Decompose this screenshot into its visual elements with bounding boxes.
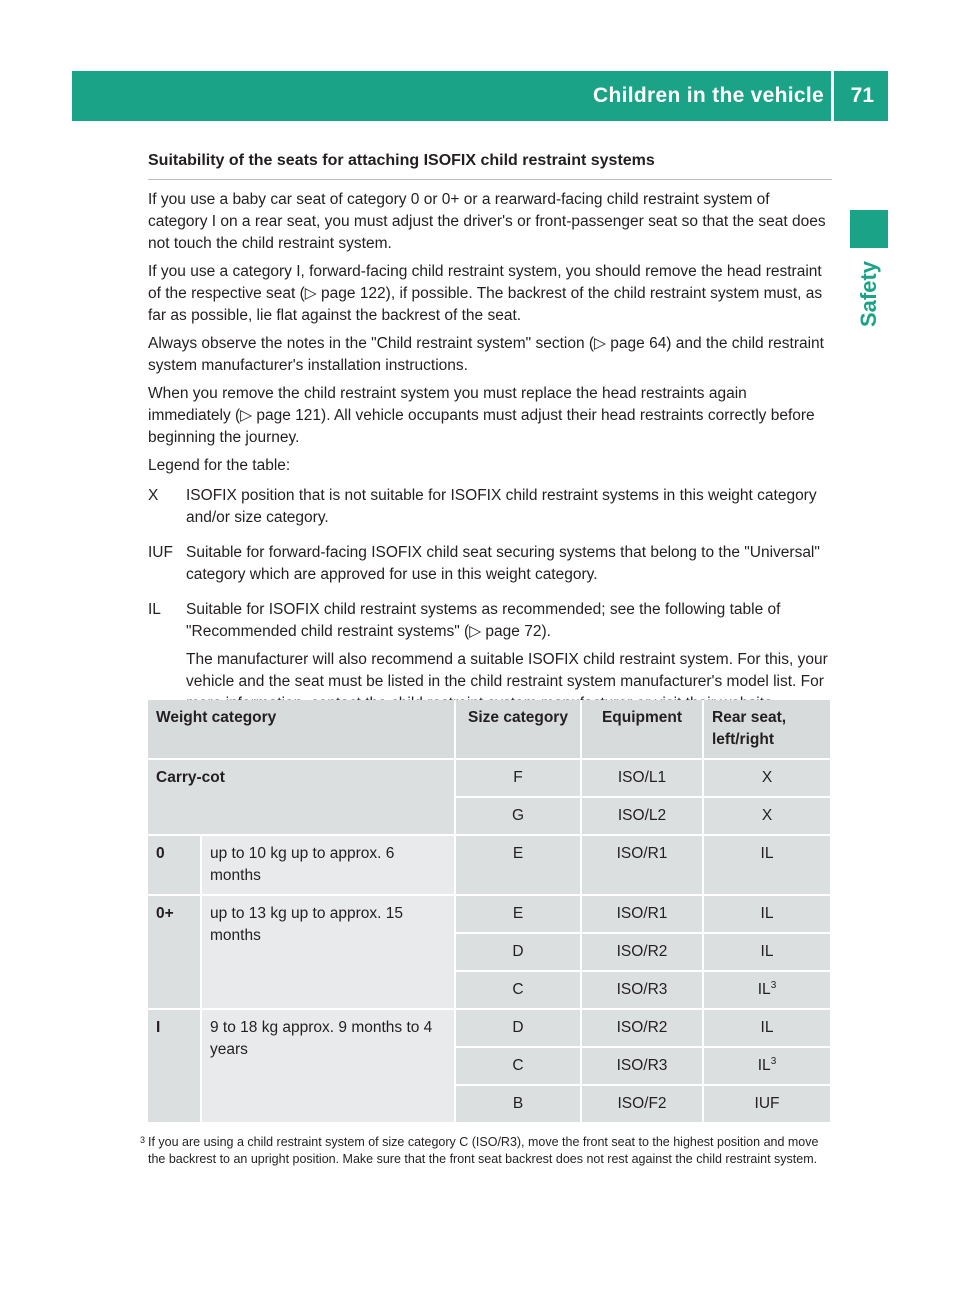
rear-seat-cell: IL bbox=[704, 934, 832, 972]
footnote-ref: 3 bbox=[770, 1055, 777, 1067]
footnote-ref: 3 bbox=[770, 979, 777, 991]
column-header: Size category bbox=[456, 700, 582, 760]
paragraph: Always observe the notes in the "Child restraint system" section (▷ page 64) and the child restraint system manufacturer's installation instructions. bbox=[148, 335, 824, 374]
weight-description-cell: up to 10 kg up to approx. 6 months bbox=[202, 836, 456, 896]
legend-item bbox=[148, 542, 832, 592]
column-header: Rear seat, left/right bbox=[704, 700, 832, 760]
equipment-cell: ISO/R3 bbox=[582, 972, 704, 1010]
weight-category-cell: Carry-cot bbox=[148, 760, 456, 836]
weight-category-cell: I bbox=[148, 1010, 202, 1124]
section-tab-label: Safety bbox=[856, 260, 881, 328]
legend-text: ISOFIX position that is not suitable for ISOFIX child restraint systems in this weight category and/or size category. bbox=[186, 487, 817, 526]
equipment-cell: ISO/R1 bbox=[582, 896, 704, 934]
legend-list bbox=[148, 485, 832, 721]
rear-seat-cell: IL bbox=[704, 836, 832, 896]
table-row bbox=[148, 896, 832, 934]
table-row bbox=[148, 836, 832, 896]
paragraph: When you remove the child restraint system you must replace the head restraints again immediately (▷ page 121). All vehicle occupants must adjust their head restraints correctly before beginning the journey. bbox=[148, 385, 815, 446]
equipment-cell: ISO/R3 bbox=[582, 1048, 704, 1086]
equipment-cell: ISO/R2 bbox=[582, 1010, 704, 1048]
footnote bbox=[140, 1134, 832, 1168]
size-category-cell: D bbox=[456, 934, 582, 972]
rear-seat-cell: $IL^3$ bbox=[704, 972, 832, 1010]
paragraph: If you use a baby car seat of category 0 or 0+ or a rearward-facing child restraint system of category I on a rear seat, you must adjust the driver's or front-passenger seat so that the seat does not touch the child restraint system. bbox=[148, 191, 826, 252]
size-category-cell: B bbox=[456, 1086, 582, 1124]
paragraph: If you use a category I, forward-facing child restraint system, you should remove the head restraint of the respective seat (▷ page 122), if possible. The backrest of the child restraint system must, as far as possible, lie flat against the backrest of the seat. bbox=[148, 263, 823, 324]
section-tab-marker bbox=[850, 210, 888, 248]
size-category-cell: E bbox=[456, 836, 582, 896]
main-content bbox=[148, 150, 832, 728]
page-number: 71 bbox=[850, 84, 874, 107]
size-category-cell: C bbox=[456, 1048, 582, 1086]
table-row bbox=[148, 1010, 832, 1048]
column-header: Weight category bbox=[148, 700, 456, 760]
weight-description-cell: 9 to 18 kg approx. 9 months to 4 years bbox=[202, 1010, 456, 1124]
size-category-cell: E bbox=[456, 896, 582, 934]
size-category-cell: F bbox=[456, 760, 582, 798]
section-title: Suitability of the seats for attaching ISOFIX child restraint systems bbox=[148, 150, 832, 180]
rear-seat-cell: IUF bbox=[704, 1086, 832, 1124]
weight-category-cell: 0 bbox=[148, 836, 202, 896]
legend-text: Suitable for ISOFIX child restraint systems as recommended; see the following table of "Recommended child restraint systems" (▷ page 72). bbox=[186, 601, 781, 640]
equipment-cell: ISO/R2 bbox=[582, 934, 704, 972]
size-category-cell: G bbox=[456, 798, 582, 836]
table-row bbox=[148, 760, 832, 798]
isofix-suitability-table bbox=[148, 700, 832, 1124]
weight-description-cell: up to 13 kg up to approx. 15 months bbox=[202, 896, 456, 1010]
rear-seat-cell: $IL^3$ bbox=[704, 1048, 832, 1086]
equipment-cell: ISO/F2 bbox=[582, 1086, 704, 1124]
rear-seat-cell: IL bbox=[704, 1010, 832, 1048]
footnote-number: 3 bbox=[140, 1135, 146, 1145]
footnote-text: If you are using a child restraint system of size category C (ISO/R3), move the front seat to the highest position and move the backrest to an upright position. Make sure that the front seat backrest does not rest against the child restraint system. bbox=[148, 1135, 819, 1166]
rear-seat-cell: X bbox=[704, 760, 832, 798]
paragraph: Legend for the table: bbox=[148, 457, 291, 474]
legend-key: X bbox=[148, 487, 159, 504]
legend-item bbox=[148, 485, 832, 535]
chapter-title: Children in the vehicle bbox=[593, 84, 824, 107]
size-category-cell: C bbox=[456, 972, 582, 1010]
rear-seat-cell: X bbox=[704, 798, 832, 836]
header-divider bbox=[831, 71, 834, 121]
chapter-header bbox=[72, 71, 888, 121]
legend-text: Suitable for forward-facing ISOFIX child seat securing systems that belong to the "Universal" category which are approved for use in this weight category. bbox=[186, 544, 820, 583]
size-category-cell: D bbox=[456, 1010, 582, 1048]
equipment-cell: ISO/R1 bbox=[582, 836, 704, 896]
equipment-cell: ISO/L2 bbox=[582, 798, 704, 836]
table-header-row bbox=[148, 700, 832, 760]
legend-text-note: The manufacturer will also recommend a suitable ISOFIX child restraint system. For this, your vehicle and the seat must be listed in the child restraint system manufacturer's model list. For bbox=[186, 651, 828, 690]
weight-category-cell: 0+ bbox=[148, 896, 202, 1010]
rear-seat-cell: IL bbox=[704, 896, 832, 934]
equipment-cell: ISO/L1 bbox=[582, 760, 704, 798]
column-header: Equipment bbox=[582, 700, 704, 760]
legend-key: IUF bbox=[148, 544, 173, 561]
legend-key: IL bbox=[148, 601, 161, 618]
